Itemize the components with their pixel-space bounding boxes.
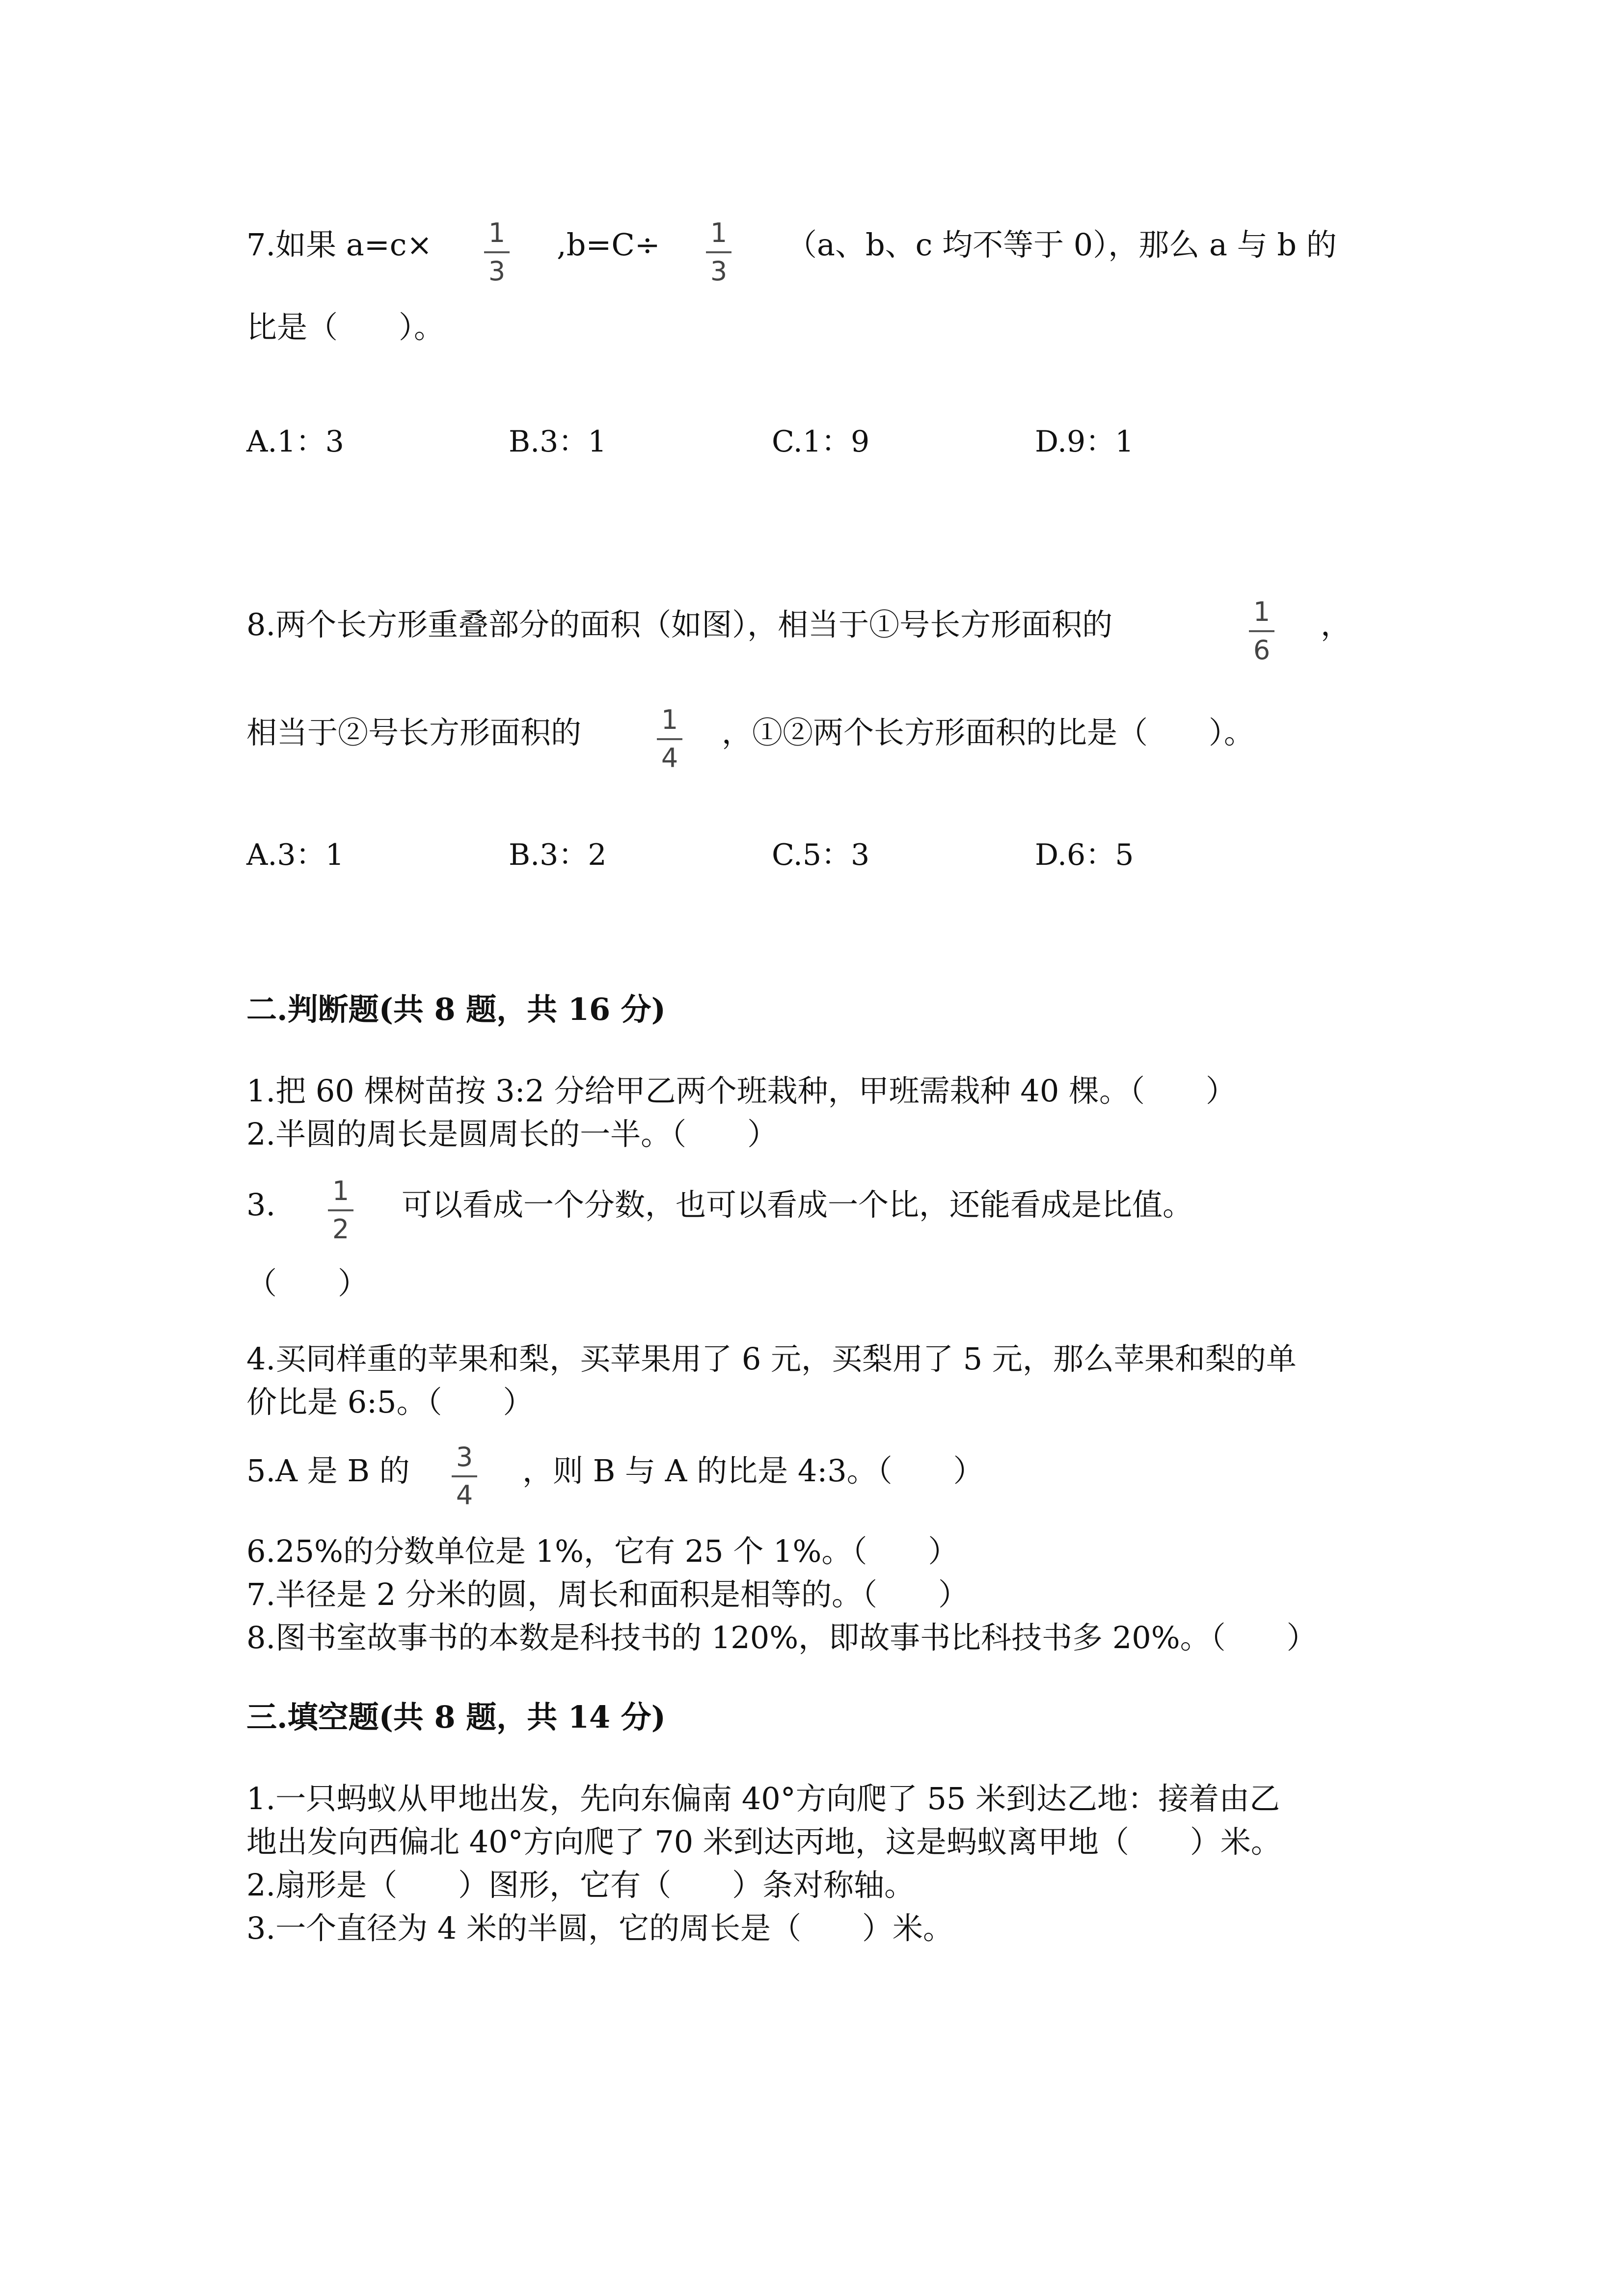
q8-option-b: B.3：2: [509, 838, 607, 872]
fraction-denominator: 3: [488, 256, 506, 287]
judge-q5-fraction: [450, 1444, 479, 1509]
q7-option-c: C.1：9: [772, 425, 870, 459]
fill-q2: 2.扇形是（ ）图形，它有（ ）条对称轴。: [246, 1867, 915, 1903]
section3-heading: 三.填空题(共 8 题，共 14 分): [246, 1699, 666, 1735]
judge-q5-part1: 5.A 是 B 的: [246, 1453, 410, 1489]
judge-q3-number: 3.: [246, 1187, 276, 1223]
fraction-numerator: 1: [488, 217, 506, 248]
fraction-numerator: 3: [456, 1442, 473, 1472]
q7-stem-part1: 7.如果 a=c×: [246, 227, 433, 263]
q7-stem-part3: （a、b、c 均不等于 0），那么 a 与 b 的: [786, 227, 1337, 263]
fraction-numerator: 1: [1253, 596, 1271, 627]
fraction-denominator: 2: [332, 1214, 350, 1245]
q8-stem-line2a: 相当于②号长方形面积的: [246, 715, 582, 750]
fill-q3: 3.一个直径为 4 米的半圆，它的周长是（ ）米。: [246, 1910, 954, 1946]
q7-fraction-2: [704, 217, 733, 287]
judge-q4-line1: 4.买同样重的苹果和梨，买苹果用了 6 元，买梨用了 5 元，那么苹果和梨的单: [246, 1341, 1297, 1377]
q8-stem-line2b: ，①②两个长方形面积的比是（ ）。: [722, 715, 1255, 750]
q7-fraction-1: [482, 217, 512, 287]
fill-q1-line2: 地出发向西偏北 40°方向爬了 70 米到达丙地，这是蚂蚁离甲地（ ）米。: [246, 1824, 1281, 1860]
q8-stem-part2: ，: [1321, 607, 1352, 642]
judge-q1: 1.把 60 棵树苗按 3:2 分给甲乙两个班栽种，甲班需栽种 40 棵。（ ）: [246, 1073, 1236, 1109]
fraction-denominator: 4: [456, 1480, 473, 1511]
judge-q6: 6.25%的分数单位是 1%，它有 25 个 1%。（ ）: [246, 1533, 959, 1569]
q8-option-a: A.3：1: [246, 838, 344, 872]
judge-q4-line2: 价比是 6:5。（ ）: [246, 1384, 534, 1420]
judge-q8: 8.图书室故事书的本数是科技书的 120%，即故事书比科技书多 20%。（ ）: [246, 1620, 1317, 1655]
q7-stem-line2: 比是（ ）。: [246, 309, 445, 345]
q8-fraction-2: [655, 704, 684, 774]
q8-option-d: D.6：5: [1035, 838, 1134, 872]
judge-q5-part2: ，则 B 与 A 的比是 4:3。（ ）: [522, 1453, 984, 1489]
q8-stem-part1: 8.两个长方形重叠部分的面积（如图），相当于①号长方形面积的: [246, 607, 1113, 642]
fill-q1-line1: 1.一只蚂蚁从甲地出发，先向东偏南 40°方向爬了 55 米到达乙地：接着由乙: [246, 1781, 1280, 1816]
fraction-numerator: 1: [710, 217, 728, 248]
fraction-denominator: 4: [661, 743, 678, 774]
q7-stem-part2: ,b=C÷: [557, 227, 660, 263]
judge-q7: 7.半径是 2 分米的圆，周长和面积是相等的。（ ）: [246, 1576, 969, 1612]
fraction-denominator: 6: [1253, 635, 1271, 666]
judge-q2: 2.半圆的周长是圆周长的一半。（ ）: [246, 1116, 778, 1152]
fraction-denominator: 3: [710, 256, 728, 287]
judge-q3-fraction: [326, 1175, 355, 1245]
judge-q3-text: 可以看成一个分数，也可以看成一个比，还能看成是比值。: [402, 1187, 1193, 1223]
q7-option-a: A.1：3: [246, 425, 344, 459]
q7-option-d: D.9：1: [1035, 425, 1134, 459]
judge-q3-paren: （ ）: [246, 1265, 369, 1301]
section2-heading: 二.判断题(共 8 题，共 16 分): [246, 991, 666, 1027]
fraction-numerator: 1: [332, 1175, 350, 1206]
q7-option-b: B.3：1: [509, 425, 607, 459]
q8-option-c: C.5：3: [772, 838, 870, 872]
fraction-numerator: 1: [661, 704, 678, 735]
q8-fraction-1: [1247, 596, 1276, 666]
